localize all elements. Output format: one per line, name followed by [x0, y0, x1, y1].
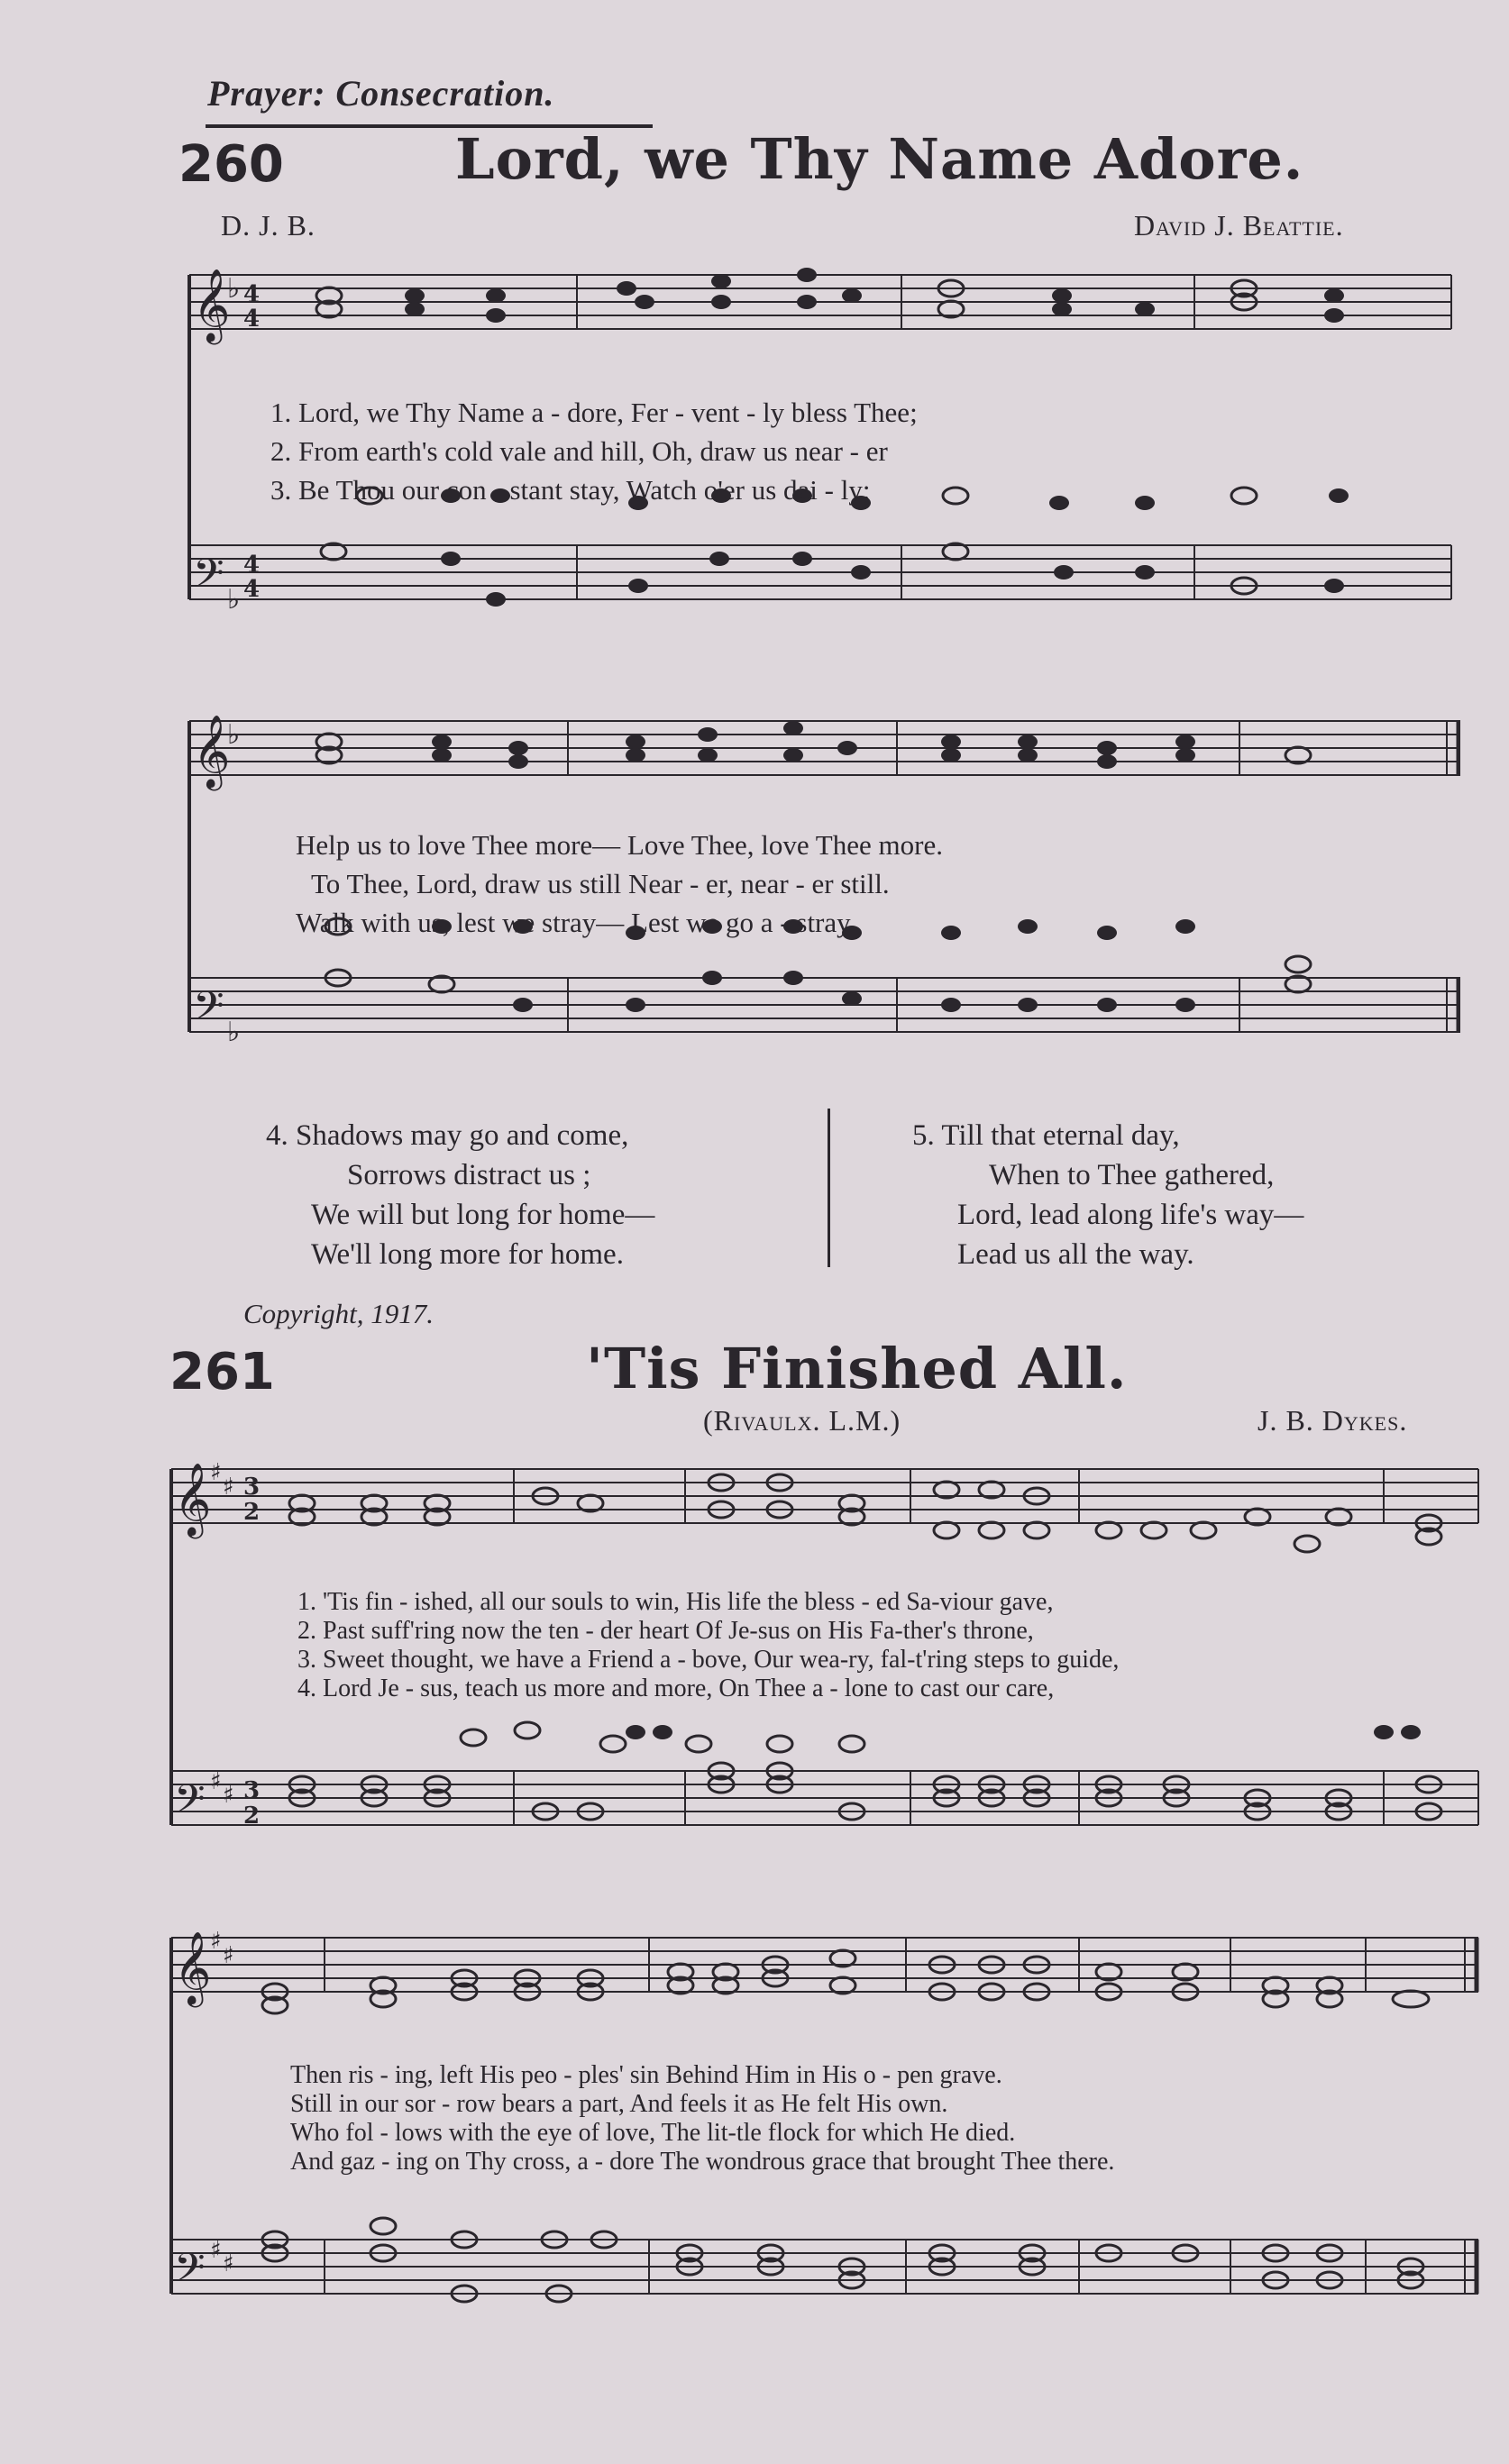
svg-text:♯: ♯ — [223, 1474, 234, 1501]
svg-text:4: 4 — [243, 306, 261, 333]
hymn-260-title: Lord, we Thy Name Adore. — [455, 126, 1304, 192]
svg-text:♭: ♭ — [227, 719, 241, 751]
hymn-261-l2-verse-2: Still in our sor - row bears a part, And feels it as He felt His own. — [290, 2090, 948, 2118]
verse-4-line-1: 4. Shadows may go and come, — [266, 1119, 629, 1152]
section-heading: Prayer: Consecration. — [207, 73, 555, 114]
hymn-260-l1-verse-3: 3. Be Thou our con - stant stay, Watch o'er us dai - ly; — [270, 474, 871, 506]
verse-4-line-2: Sorrows distract us ; — [347, 1159, 591, 1191]
svg-text:𝄢: 𝄢 — [193, 982, 224, 1039]
verse-5-line-1: 5. Till that eternal day, — [912, 1119, 1180, 1152]
svg-text:2: 2 — [243, 1499, 261, 1526]
svg-text:𝄞: 𝄞 — [174, 1462, 212, 1536]
hymn-260-l1-verse-2: 2. From earth's cold vale and hill, Oh, draw us near - er — [270, 435, 888, 467]
hymn-261-title: 'Tis Finished All. — [586, 1336, 1128, 1401]
svg-text:♯: ♯ — [223, 1942, 234, 1969]
svg-text:♭: ♭ — [227, 584, 241, 616]
hymn-260-verse-5 — [912, 1116, 1303, 1274]
svg-text:4: 4 — [243, 281, 261, 308]
hymn-261-tune: (Rivaulx. L.M.) — [703, 1404, 901, 1437]
hymn-260-verse-4 — [266, 1116, 654, 1274]
verse-4-line-4: We'll long more for home. — [311, 1238, 624, 1271]
hymn-261-l1-verse-1: 1. 'Tis fin - ished, all our souls to win, His life the bless - ed Sa-viour gave, — [297, 1588, 1054, 1616]
verse-divider — [828, 1109, 830, 1267]
svg-text:♯: ♯ — [223, 2250, 234, 2277]
hymn-261-l1-verse-3: 3. Sweet thought, we have a Friend a - bove, Our wea-ry, fal-t'ring steps to guide, — [297, 1646, 1120, 1674]
svg-text:2: 2 — [243, 1802, 261, 1830]
hymn-261-l1-verse-4: 4. Lord Je - sus, teach us more and more, On Thee a - lone to cast our care, — [297, 1675, 1055, 1702]
svg-text:𝄢: 𝄢 — [193, 550, 224, 607]
hymn-260-l1-verse-1: 1. Lord, we Thy Name a - dore, Fer - vent - ly bless Thee; — [270, 397, 918, 428]
hymn-261-l1-verse-2: 2. Past suff'ring now the ten - der heart Of Je-sus on His Fa-ther's throne, — [297, 1617, 1034, 1645]
verse-5-line-2: When to Thee gathered, — [989, 1159, 1275, 1191]
svg-text:♯: ♯ — [210, 2237, 222, 2264]
svg-text:3: 3 — [243, 1474, 261, 1501]
svg-text:𝄞: 𝄞 — [193, 268, 231, 342]
hymn-261-l2-verse-3: Who fol - lows with the eye of love, The lit-tle flock for which He died. — [290, 2119, 1016, 2147]
svg-text:♭: ♭ — [227, 273, 241, 305]
svg-text:𝄞: 𝄞 — [193, 714, 231, 788]
svg-text:♭: ♭ — [227, 1017, 241, 1048]
svg-text:4: 4 — [243, 576, 261, 603]
svg-text:4: 4 — [243, 552, 261, 579]
verse-4-line-3: We will but long for home— — [311, 1199, 655, 1231]
svg-text:♯: ♯ — [210, 1459, 222, 1486]
hymn-261-l2-verse-4: And gaz - ing on Thy cross, a - dore The wondrous grace that brought Thee there. — [290, 2148, 1115, 2176]
svg-text:𝄢: 𝄢 — [174, 1775, 206, 1832]
svg-text:♯: ♯ — [210, 1928, 222, 1955]
hymn-260-number: 260 — [178, 135, 284, 194]
verse-5-line-4: Lead us all the way. — [957, 1238, 1194, 1271]
hymn-260-l2-verse-1: Help us to love Thee more— Love Thee, love Thee more. — [296, 829, 943, 861]
hymn-260-l2-verse-2: To Thee, Lord, draw us still Near - er, near - er still. — [311, 868, 890, 899]
svg-text:𝄢: 𝄢 — [174, 2244, 206, 2301]
hymn-260-composer: David J. Beattie. — [1134, 209, 1344, 242]
svg-text:♯: ♯ — [210, 1768, 222, 1795]
hymn-261-number: 261 — [169, 1343, 275, 1401]
verse-5-line-3: Lord, lead along life's way— — [957, 1199, 1304, 1231]
copyright-notice: Copyright, 1917. — [243, 1298, 434, 1329]
hymn-261-composer: J. B. Dykes. — [1258, 1404, 1408, 1437]
hymn-261-l2-verse-1: Then ris - ing, left His peo - ples' sin Behind Him in His o - pen grave. — [290, 2061, 1002, 2089]
svg-text:♯: ♯ — [223, 1782, 234, 1809]
svg-text:𝄞: 𝄞 — [174, 1930, 212, 2004]
svg-text:3: 3 — [243, 1777, 261, 1804]
hymn-260-author-initials: D. J. B. — [221, 209, 316, 242]
hymn-260-l2-verse-3: Walk with us, lest we stray— Lest we go a - stray. — [296, 907, 856, 938]
